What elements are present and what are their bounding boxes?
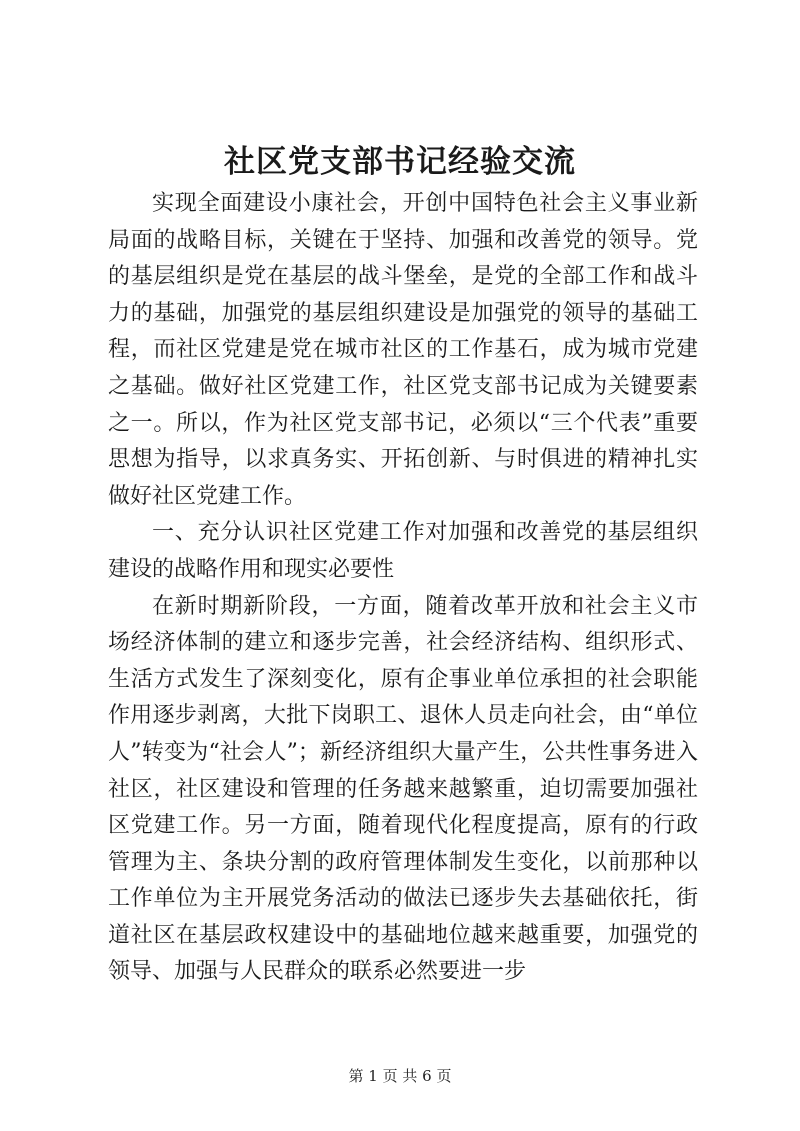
page-footer: 第 1 页 共 6 页	[348, 1067, 452, 1085]
document-body	[108, 186, 698, 991]
paragraph-intro: 实现全面建设小康社会，开创中国特色社会主义事业新局面的战略目标，关键在于坚持、加强和改善党的领导。党的基层组织是党在基层的战斗堡垒，是党的全部工作和战斗力的基础，加强党的基层组织建设是加强党的领导的基础工程，而社区党建是党在城市社区的工作基石，成为城市党建之基础。做好社区党建工作，社区党支部书记成为关键要素之一。所以，作为社区党支部书记，必须以“三个代表”重要思想为指导，以求真务实、开拓创新、与时俱进的精神扎实做好社区党建工作。	[108, 191, 698, 509]
paragraph-new-era: 在新时期新阶段，一方面，随着改革开放和社会主义市场经济体制的建立和逐步完善，社会经济结构、组织形式、生活方式发生了深刻变化，原有企事业单位承担的社会职能作用逐步剥离，大批下岗职工、退休人员走向社会，由“单位人”转变为“社会人”；新经济组织大量产生，公共性事务进入社区，社区建设和管理的任务越来越繁重，迫切需要加强社区党建工作。另一方面，随着现代化程度提高，原有的行政管理为主、条块分割的政府管理体制发生变化，以前那种以工作单位为主开展党务活动的做法已逐步失去基础依托，街道社区在基层政权建设中的基础地位越来越重要，加强党的领导、加强与人民群众的联系必然要进一步	[108, 593, 698, 985]
paragraph-section-heading: 一、充分认识社区党建工作对加强和改善党的基层组织建设的战略作用和现实必要性	[108, 520, 698, 582]
document-title: 社区党支部书记经验交流	[224, 144, 576, 180]
